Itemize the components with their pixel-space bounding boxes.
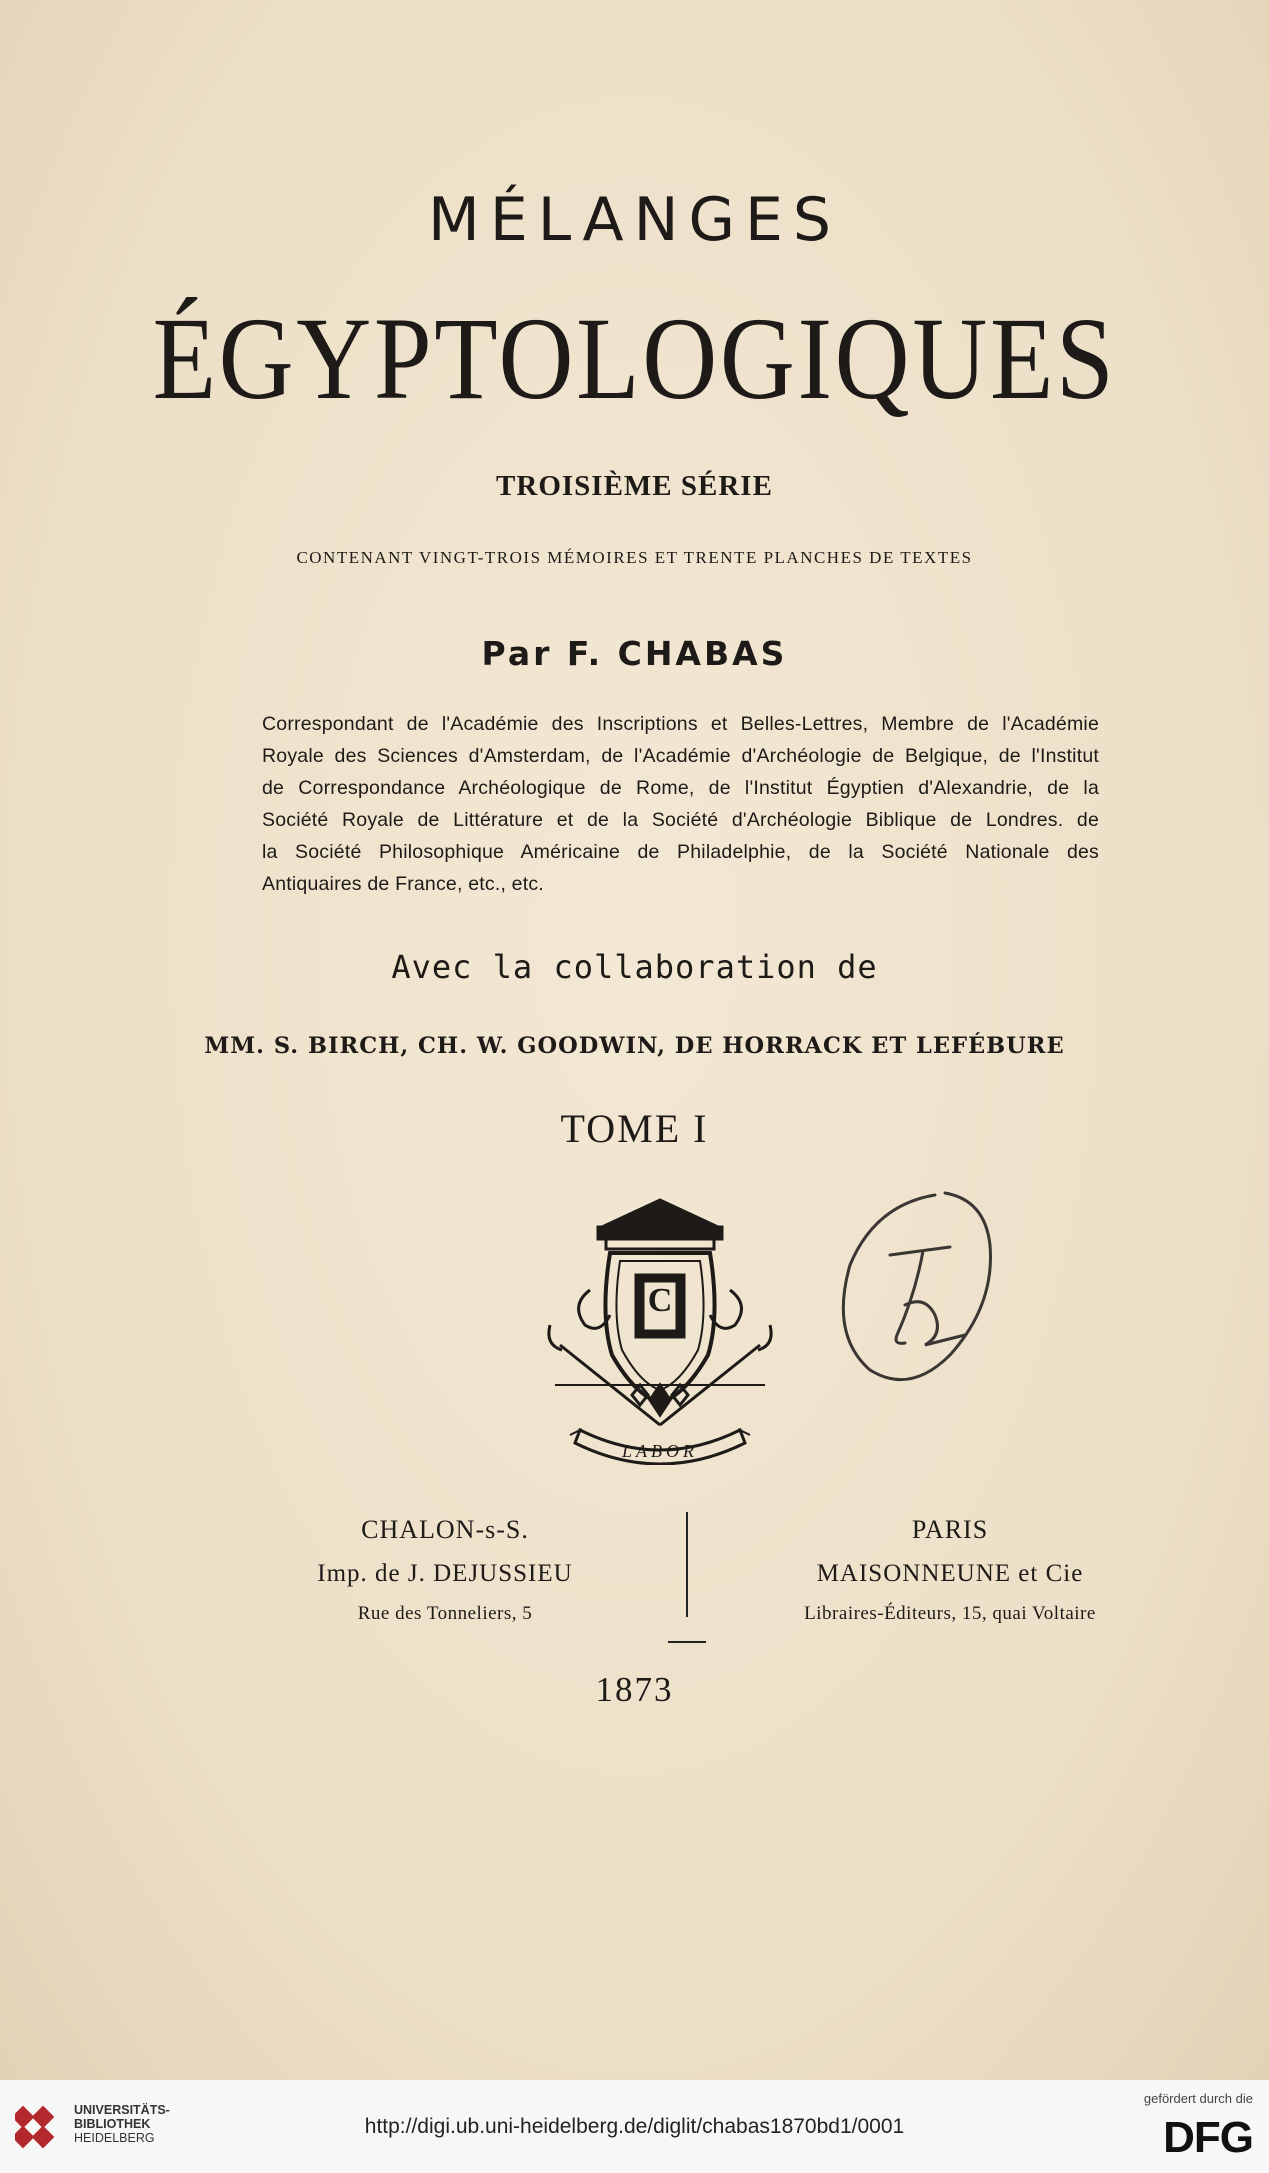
affiliation-line: Correspondant de l'Académie des Inscriptions et Belles-Lettres, Membre de l'Académie: [262, 713, 1099, 735]
imprint-left-city: CHALON-s-S.: [361, 1515, 529, 1544]
volume-label: TOME I: [560, 1106, 709, 1151]
author-affiliations: [237, 708, 1099, 900]
series-label: TROISIÈME SÉRIE: [496, 470, 773, 502]
affiliation-line: Société Royale de Littérature et de la Société d'Archéologie Biblique de Londres. de: [262, 809, 1099, 831]
funding-text: gefördert durch die: [1143, 2091, 1253, 2106]
publication-year: 1873: [595, 1670, 674, 1709]
library-name-line: UNIVERSITÄTS-: [74, 2103, 170, 2117]
digitization-footer: [0, 2080, 1269, 2173]
imprint-divider: [686, 1512, 688, 1617]
affiliation-line: de Correspondance Archéologique de Rome, de l'Institut Égyptien d'Alexandrie, de la: [262, 777, 1099, 799]
emblem-motto: LABOR: [622, 1441, 698, 1461]
dfg-logo[interactable]: DFG: [1163, 2113, 1253, 2162]
imprint-right-publisher: MAISONNEUNE et Cie: [816, 1560, 1084, 1587]
library-name-line: BIBLIOTHEK: [74, 2117, 151, 2131]
title-line-2: ÉGYPTOLOGIQUES: [152, 293, 1117, 424]
imprint-left-address: Rue des Tonneliers, 5: [357, 1603, 533, 1624]
printer-device-emblem-icon: [540, 1195, 780, 1465]
handwritten-monogram-icon: [825, 1185, 1010, 1390]
library-name-line: HEIDELBERG: [74, 2131, 155, 2145]
collaborators-line: MM. S. BIRCH, CH. W. GOODWIN, DE HORRACK ET LEFÉBURE: [204, 1033, 1065, 1059]
author-line: Par F. CHABAS: [481, 634, 788, 673]
emblem-letter: C: [647, 1282, 673, 1319]
year-rule: [668, 1641, 706, 1643]
affiliation-line: Antiquaires de France, etc., etc.: [262, 873, 544, 895]
title-line-1: MÉLANGES: [428, 185, 841, 255]
affiliation-line: Royale des Sciences d'Amsterdam, de l'Académie d'Archéologie de Belgique, de l'Institut: [262, 745, 1099, 767]
collaboration-intro: Avec la collaboration de: [391, 948, 878, 986]
affiliation-line: la Société Philosophique Américaine de Philadelphie, de la Société Nationale des: [262, 841, 1099, 863]
imprint-right-address: Libraires-Éditeurs, 15, quai Voltaire: [804, 1603, 1096, 1624]
contents-line: CONTENANT VINGT-TROIS MÉMOIRES ET TRENTE PLANCHES DE TEXTES: [296, 548, 973, 567]
imprint-left-printer: Imp. de J. DEJUSSIEU: [317, 1560, 573, 1587]
permalink-url[interactable]: http://digi.ub.uni-heidelberg.de/diglit/chabas1870bd1/0001: [364, 2115, 905, 2138]
imprint-right-city: PARIS: [911, 1515, 989, 1544]
